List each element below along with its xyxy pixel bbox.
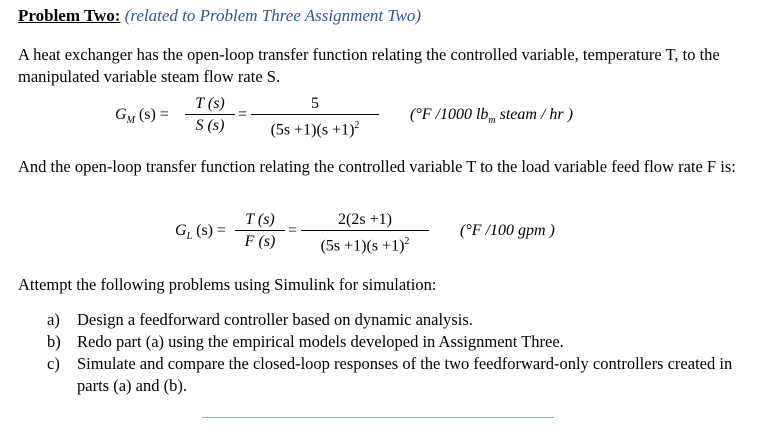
attempt-paragraph: Attempt the following problems using Simulink for simulation: <box>18 275 437 294</box>
eq2-frac1-num: T (s) <box>245 211 275 228</box>
eq1-frac1-den: S (s) <box>195 117 225 134</box>
task-text: Simulate and compare the closed-loop responses of the two feedforward-only controllers created in parts (a) and (b). <box>77 354 733 395</box>
problem-title: Problem Two: <box>18 6 121 25</box>
eq2-lhs-arg: (s) = <box>196 222 227 239</box>
eq1-units: (°F /1000 $lb_m$ steam / hr ) <box>410 106 573 127</box>
eq1-lhs: G <box>115 106 127 123</box>
problem-heading <box>18 6 421 26</box>
eq1-fraction-1 <box>185 94 235 137</box>
eq1-frac2-num: 5 <box>311 95 319 112</box>
eq1-frac2-den-exp: 2 <box>354 120 360 131</box>
task-list <box>47 309 752 397</box>
eq1-frac1-num: T (s) <box>195 95 225 112</box>
eq1-frac2-den: (5s +1)(s +1) <box>270 121 355 139</box>
task-marker: b) <box>47 332 61 351</box>
task-text: Redo part (a) using the empirical models developed in Assignment Three. <box>77 332 564 351</box>
eq2-frac2-den: (5s +1)(s +1) <box>320 237 405 255</box>
eq2-fraction-2 <box>301 210 429 257</box>
task-marker: c) <box>47 354 60 373</box>
problem-subtitle: (related to Problem Three Assignment Two) <box>124 6 422 25</box>
eq2-lhs-sub: L <box>186 231 193 243</box>
equation-gl: $G_L$ (s) = T (s) F (s) = 2(2s +1) $(5s +1)(s +1)^2$ (°F /100 gpm ) <box>175 210 655 262</box>
eq1-lhs-arg: (s) = <box>138 106 169 123</box>
eq2-lhs: G <box>175 222 187 239</box>
eq2-frac2-den-exp: 2 <box>404 236 410 247</box>
load-paragraph: And the open-loop transfer function relating the controlled variable T to the load variable feed flow rate F is: <box>18 157 736 176</box>
eq2-units: (°F /100 gpm ) <box>460 222 555 239</box>
eq1-lhs-sub: M <box>126 115 135 127</box>
equation-gm: $G_M$ (s) = T (s) S (s) = 5 $(5s +1)(s +1)^2$ (°F /1000 $lb_m$ steam / hr ) <box>115 94 635 146</box>
list-item <box>47 331 752 353</box>
eq2-frac1-den: F (s) <box>244 233 276 250</box>
eq2-fraction-1 <box>235 210 285 253</box>
section-divider <box>202 417 554 418</box>
task-marker: a) <box>47 310 60 329</box>
eq1-fraction-2 <box>251 94 379 141</box>
eq2-frac2-num: 2(2s +1) <box>338 211 392 228</box>
intro-paragraph: A heat exchanger has the open-loop transfer function relating the controlled variable, temperature T, to the manipulated variable steam flow rate S. <box>18 45 720 86</box>
list-item <box>47 309 752 331</box>
list-item <box>47 353 752 397</box>
task-text: Design a feedforward controller based on dynamic analysis. <box>77 310 473 329</box>
